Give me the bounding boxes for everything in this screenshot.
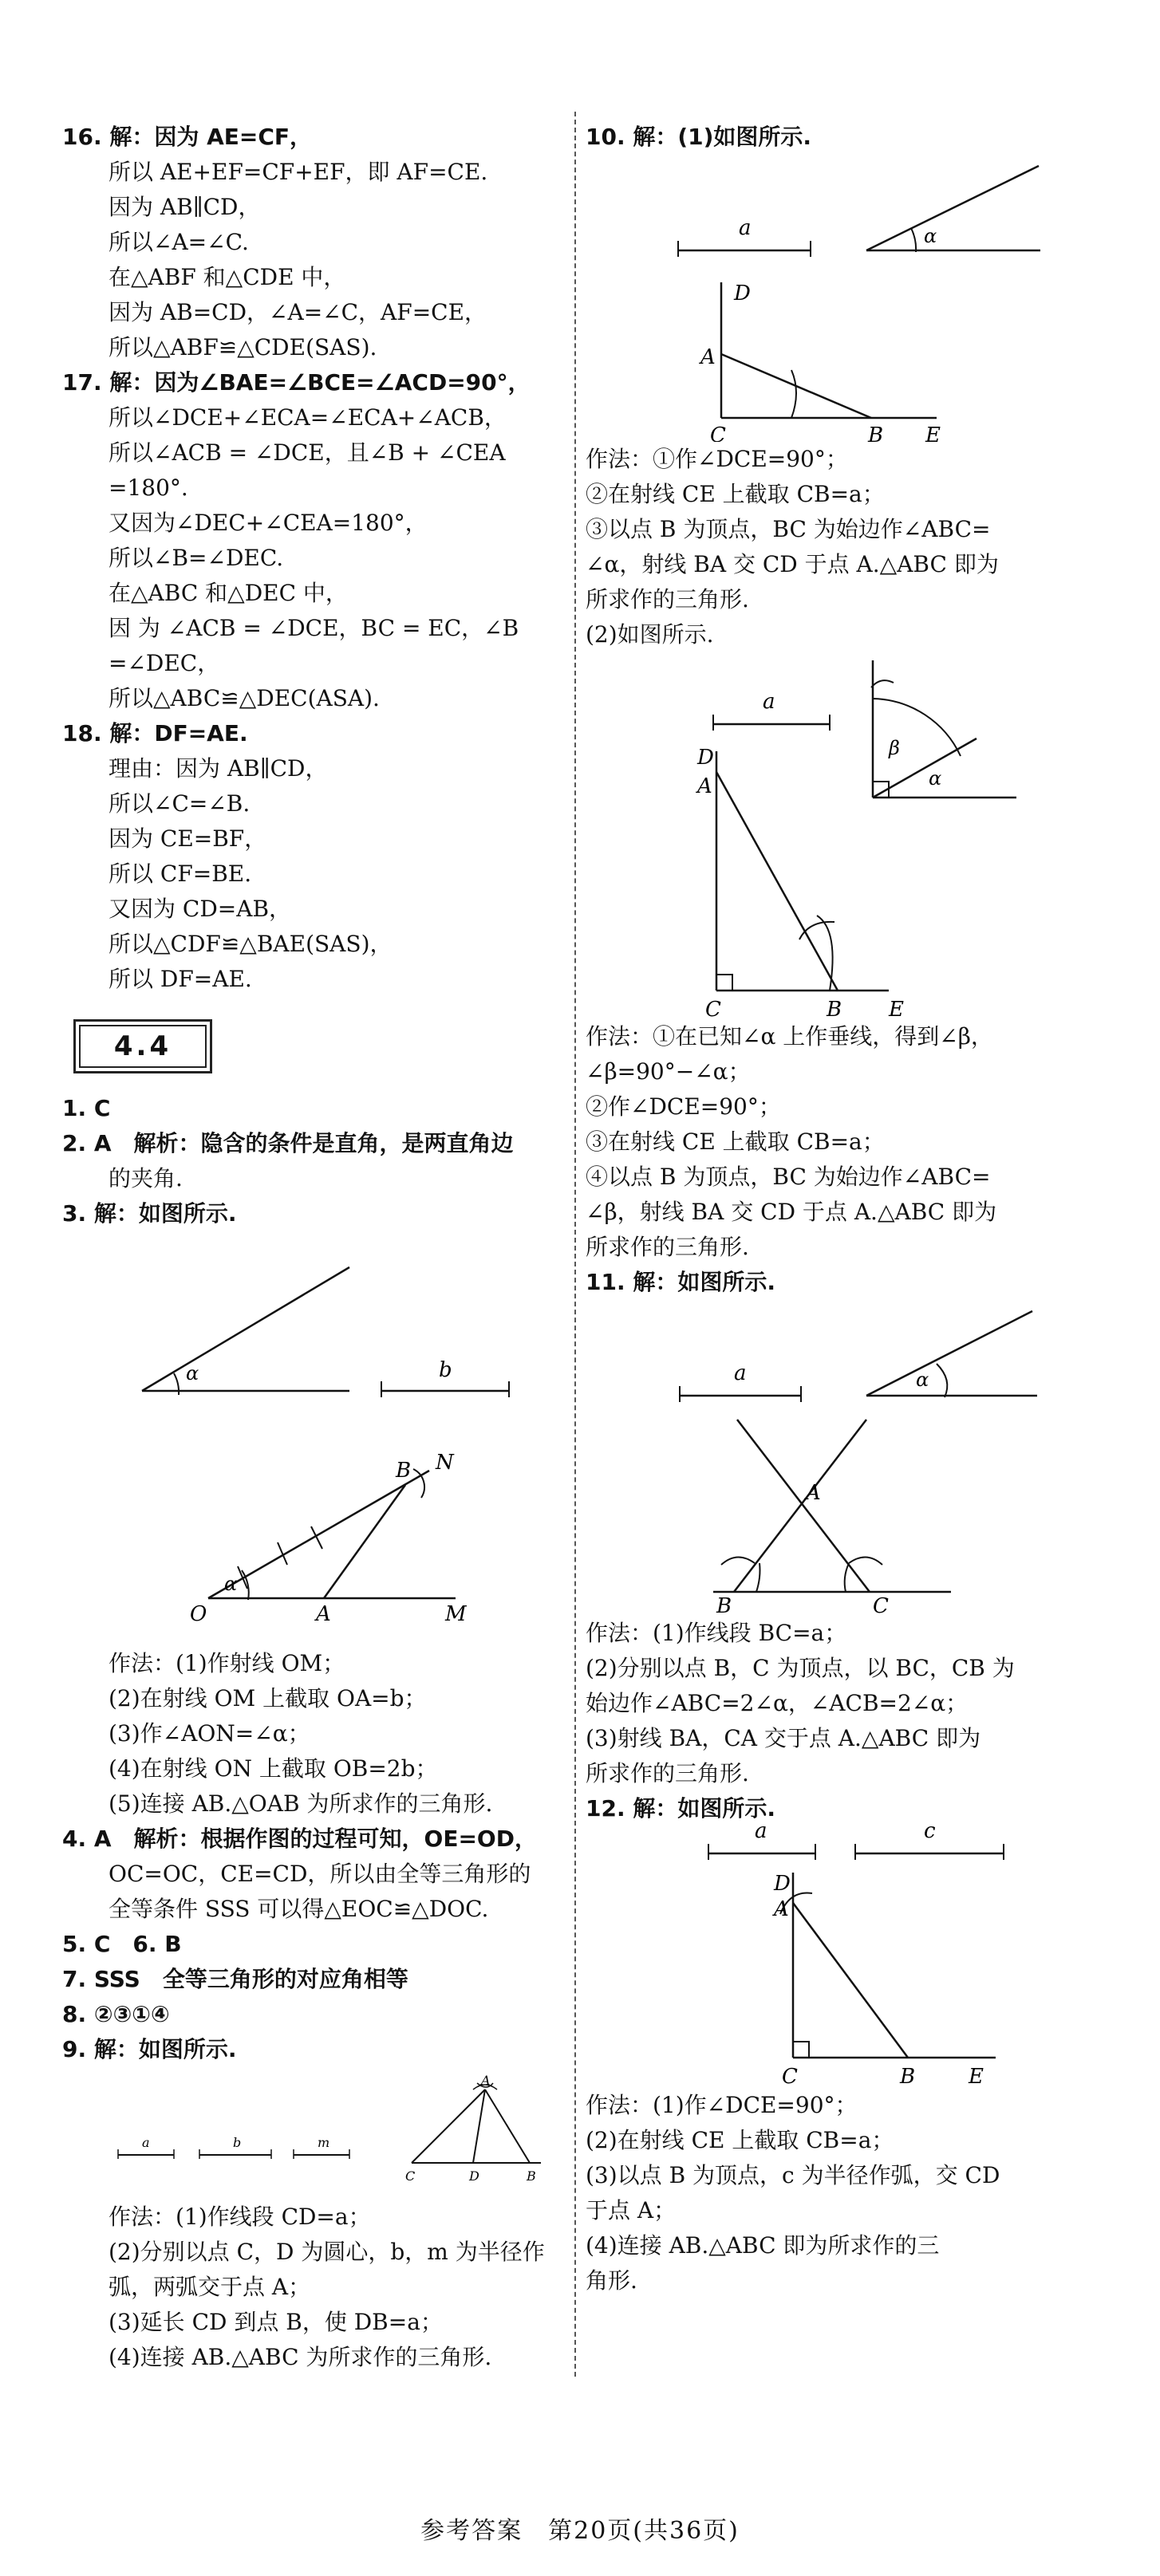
column-divider [574,112,576,2377]
figure-q9 [62,2067,565,2200]
line: 作法：①在已知∠α 上作垂线，得到∠β， [586,1023,993,1050]
line: 因为 AB∥CD， [109,194,261,220]
line: (4)连接 AB.△ABC 为所求作的三角形. [109,2344,492,2370]
label-C: C [710,423,726,442]
answer-1: 1. C [62,1095,111,1121]
line: 作法：(1)作∠DCE=90°； [586,2092,858,2118]
line: 又因为∠DEC+∠CEA=180°， [109,510,428,536]
line: ④以点 B 为顶点，BC 为始边作∠ABC= [586,1164,991,1190]
line: 所以∠B=∠DEC. [109,545,284,571]
label-alpha: α [924,225,937,247]
line: 因为 AB=CD，∠A=∠C，AF=CE， [109,299,487,325]
line: ∠β=90°−∠α； [586,1058,751,1085]
left-column [62,120,565,2375]
label-A: A [697,774,712,798]
figure-q10-2 [586,652,1104,1019]
label-alpha: α [224,1573,238,1595]
label-B: B [527,2168,536,2184]
line: (2)在射线 OM 上截取 OA=b； [109,1685,427,1711]
line: 于点 A； [586,2197,677,2223]
line: 始边作∠ABC=2∠α，∠ACB=2∠α； [586,1690,969,1716]
label-A: A [774,1897,789,1921]
label-C: C [782,2065,798,2088]
line: (3)延长 CD 到点 B，使 DB=a； [109,2309,443,2335]
line: (2)分别以点 B，C 为顶点，以 BC，CB 为 [586,1655,1015,1681]
answer-12: 12. 解：如图所示. [586,1795,775,1822]
line: 作法：(1)作射线 OM； [109,1650,345,1676]
label-c: c [924,1826,936,1843]
line: 所以∠DCE+∠ECA=∠ECA+∠ACB， [109,404,507,431]
answer-2: 2. A 解析：隐含的条件是直角，是两直角边 [62,1130,514,1156]
label-E: E [969,2065,984,2088]
figure-q10-1 [586,155,1104,442]
label-a: a [755,1826,767,1843]
label-B: B [900,2065,916,2088]
line: =∠DEC， [109,650,220,676]
line: OC=OC，CE=CD，所以由全等三角形的 [109,1861,531,1887]
answer-4: 4. A 解析：根据作图的过程可知，OE=OD， [62,1826,537,1852]
answer-17 [62,365,565,716]
line: ∠β，射线 BA 交 CD 于点 A.△ABC 即为 [586,1199,997,1225]
line: 又因为 CD=AB， [109,896,292,922]
line: =180°. [109,475,188,501]
line: 所以△ABF≌△CDE(SAS). [109,334,377,360]
line: ∠α，射线 BA 交 CD 于点 A.△ABC 即为 [586,551,999,577]
line: 弧，两弧交于点 A； [109,2274,311,2300]
line: 因为 CE=BF， [109,825,267,852]
label-D: D [469,2168,479,2184]
line: ③以点 B 为顶点，BC 为始边作∠ABC= [586,516,991,542]
line: 所以∠C=∠B. [109,790,251,817]
line: (2)分别以点 C，D 为圆心，b，m 为半径作 [109,2239,545,2265]
label-B: B [868,423,884,442]
line: 所以 CF=BE. [109,861,252,887]
answer-3: 3. 解：如图所示. [62,1200,237,1227]
label-a: a [734,1361,747,1385]
answer-9: 9. 解：如图所示. [62,2036,237,2062]
line: 所求作的三角形. [586,1234,749,1260]
line: 在△ABF 和△CDE 中， [109,264,346,290]
figure-q11 [586,1300,1104,1616]
label-N: N [436,1451,454,1475]
label-alpha: α [186,1362,199,1385]
label-C: C [705,998,721,1019]
label-M: M [445,1602,467,1626]
answer-5-6: 5. C 6. B [62,1931,182,1957]
line: 作法：(1)作线段 CD=a； [109,2204,371,2230]
label-B: B [716,1594,732,1616]
label-O: O [190,1602,207,1626]
right-column [586,120,1104,2298]
answer-10: 10. 解：(1)如图所示. [586,124,812,150]
label-A: A [316,1602,331,1626]
line: (4)在射线 ON 上截取 OB=2b； [109,1755,438,1782]
label-m: m [318,2135,330,2150]
label-alpha: α [916,1369,929,1391]
line: 所以△CDF≌△BAE(SAS)， [109,931,393,957]
line: 所以 AE+EF=CF+EF，即 AF=CE. [109,159,488,185]
label-B: B [396,1459,412,1483]
label-a: a [763,690,775,714]
line: ②在射线 CE 上截取 CB=a； [586,481,885,507]
figure-q12 [586,1826,1104,2088]
line: 全等条件 SSS 可以得△EOC≌△DOC. [109,1896,489,1922]
line: 作法：(1)作线段 BC=a； [586,1620,847,1646]
line: 在△ABC 和△DEC 中， [109,580,348,606]
page-footer: 参考答案 第20页(共36页) [420,2517,740,2545]
line: (5)连接 AB.△OAB 为所求作的三角形. [109,1790,493,1817]
line: 所以△ABC≌△DEC(ASA). [109,685,380,711]
label-C: C [405,2168,416,2184]
line: 所以∠ACB = ∠DCE，且∠B + ∠CEA [109,439,506,466]
label-b: b [439,1358,452,1382]
line: (2)在射线 CE 上截取 CB=a； [586,2127,894,2153]
label-A: A [481,2073,491,2088]
line: (3)作∠AON=∠α； [109,1720,310,1747]
label-A: A [700,345,716,369]
label-a: a [739,216,752,240]
label-b: b [233,2135,242,2150]
answer-18 [62,716,565,997]
line: 17. 解：因为∠BAE=∠BCE=∠ACD=90°， [62,369,531,396]
line: 理由：因为 AB∥CD， [109,755,328,782]
label-E: E [889,998,904,1019]
line: 所求作的三角形. [586,586,749,612]
label-C: C [873,1594,889,1616]
label-A: A [806,1481,821,1505]
answer-16 [62,120,565,365]
label-D: D [697,746,714,770]
line: 作法：①作∠DCE=90°； [586,446,848,472]
label-D: D [734,282,751,305]
label-E: E [925,423,941,442]
section-heading-box [73,1019,212,1073]
line: 16. 解：因为 AE=CF， [62,124,313,150]
line: 所以∠A=∠C. [109,229,249,255]
figure-q3 [62,1231,565,1646]
label-alpha: α [929,767,942,790]
section-title: 4.4 [79,1025,207,1068]
line: 所以 DF=AE. [109,966,252,992]
line: ②作∠DCE=90°； [586,1093,781,1120]
label-a: a [142,2135,150,2150]
line: ③在射线 CE 上截取 CB=a； [586,1128,885,1155]
line: (4)连接 AB.△ABC 即为所求作的三 [586,2232,940,2259]
answer-11: 11. 解：如图所示. [586,1269,775,1295]
line: (2)如图所示. [586,621,714,648]
line: 因 为 ∠ACB = ∠DCE，BC = EC，∠B [109,615,519,641]
label-D: D [774,1872,791,1896]
answer-7: 7. SSS 全等三角形的对应角相等 [62,1966,408,1992]
line: 角形. [586,2267,637,2294]
line: 所求作的三角形. [586,1760,749,1786]
line: 18. 解：DF=AE. [62,720,248,746]
line: (3)以点 B 为顶点，c 为半径作弧，交 CD [586,2162,1000,2188]
label-B: B [827,998,842,1019]
line: (3)射线 BA，CA 交于点 A.△ABC 即为 [586,1725,981,1751]
label-beta: β [889,737,900,759]
answer-8: 8. ②③①④ [62,2001,170,2027]
line: 的夹角. [109,1165,183,1191]
